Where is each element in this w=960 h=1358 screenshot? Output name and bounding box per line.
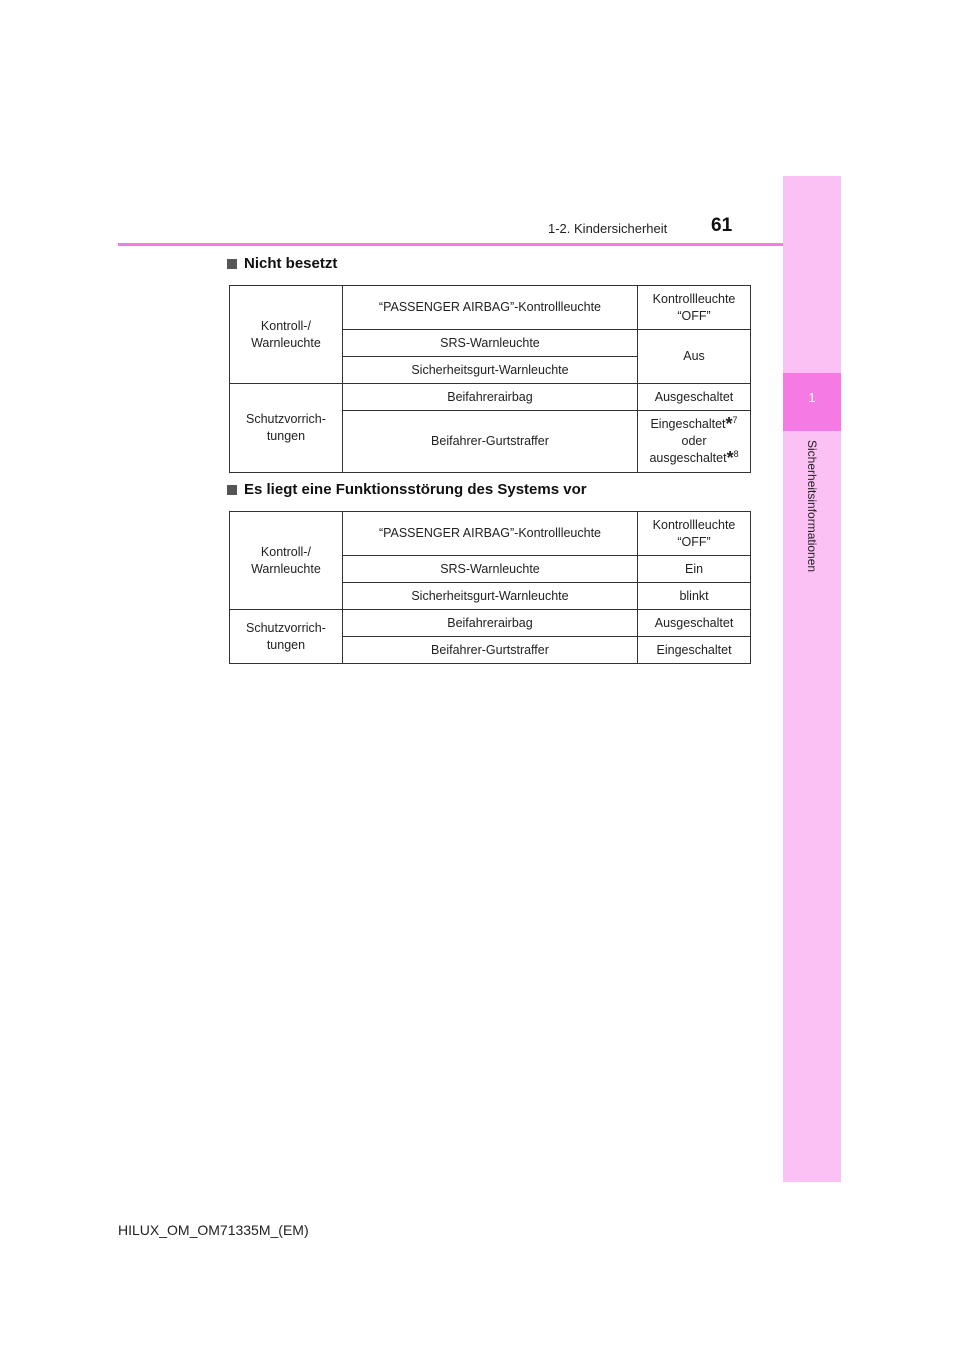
heading-not-occupied xyxy=(227,255,337,272)
value-cell: Kontrollleuchte “OFF” xyxy=(638,286,751,330)
group-label-indicators: Kontroll-/ Warnleuchte xyxy=(230,512,343,610)
table-row xyxy=(230,512,751,556)
footnote-star-icon: * xyxy=(725,414,733,434)
footnote-star-icon: * xyxy=(726,448,734,468)
item-cell: Beifahrer-Gurtstraffer xyxy=(342,411,637,473)
table-row xyxy=(230,384,751,411)
item-cell: Sicherheitsgurt-Warnleuchte xyxy=(342,583,637,610)
value-cell: Kontrollleuchte “OFF” xyxy=(638,512,751,556)
item-cell: “PASSENGER AIRBAG”-Kontrollleuchte xyxy=(342,286,637,330)
square-bullet-icon xyxy=(227,485,237,495)
value-cell: Eingeschaltet xyxy=(638,637,751,664)
value-line: ausgeschaltet xyxy=(649,451,727,465)
item-cell: “PASSENGER AIRBAG”-Kontrollleuchte xyxy=(342,512,637,556)
item-cell: SRS-Warnleuchte xyxy=(342,556,637,583)
item-cell: Sicherheitsgurt-Warnleuchte xyxy=(342,357,637,384)
header-rule xyxy=(118,243,783,246)
heading-malfunction xyxy=(227,481,587,498)
chapter-title: Sicherheitsinformationen xyxy=(805,440,819,573)
footnote-ref: 7 xyxy=(732,414,738,425)
item-cell: Beifahrerairbag xyxy=(342,610,637,637)
heading-text: Nicht besetzt xyxy=(244,255,338,272)
value-cell: Ausgeschaltet xyxy=(638,384,751,411)
heading-text: Es liegt eine Funktionsstörung des Systems vor xyxy=(244,481,587,498)
value-cell: Aus xyxy=(638,330,751,384)
value-cell xyxy=(638,411,751,473)
table-row xyxy=(230,286,751,330)
group-label-devices: Schutzvorrich- tungen xyxy=(230,384,343,473)
item-cell: Beifahrerairbag xyxy=(342,384,637,411)
table-row xyxy=(230,610,751,637)
document-id: HILUX_OM_OM71335M_(EM) xyxy=(118,1222,309,1238)
status-table-not-occupied xyxy=(229,285,751,473)
square-bullet-icon xyxy=(227,259,237,269)
item-cell: SRS-Warnleuchte xyxy=(342,330,637,357)
value-cell: Ein xyxy=(638,556,751,583)
group-label-indicators: Kontroll-/ Warnleuchte xyxy=(230,286,343,384)
page-number: 61 xyxy=(711,215,733,236)
section-title: 1-2. Kindersicherheit xyxy=(548,221,668,236)
value-line: oder xyxy=(681,434,707,448)
chapter-number: 1 xyxy=(808,390,816,405)
group-label-devices: Schutzvorrich- tungen xyxy=(230,610,343,664)
status-table-malfunction xyxy=(229,511,751,664)
footnote-ref: 8 xyxy=(733,448,739,459)
item-cell: Beifahrer-Gurtstraffer xyxy=(342,637,637,664)
chapter-sidebar xyxy=(783,176,841,1182)
value-line: Eingeschaltet xyxy=(650,417,726,431)
value-cell: Ausgeschaltet xyxy=(638,610,751,637)
value-cell: blinkt xyxy=(638,583,751,610)
